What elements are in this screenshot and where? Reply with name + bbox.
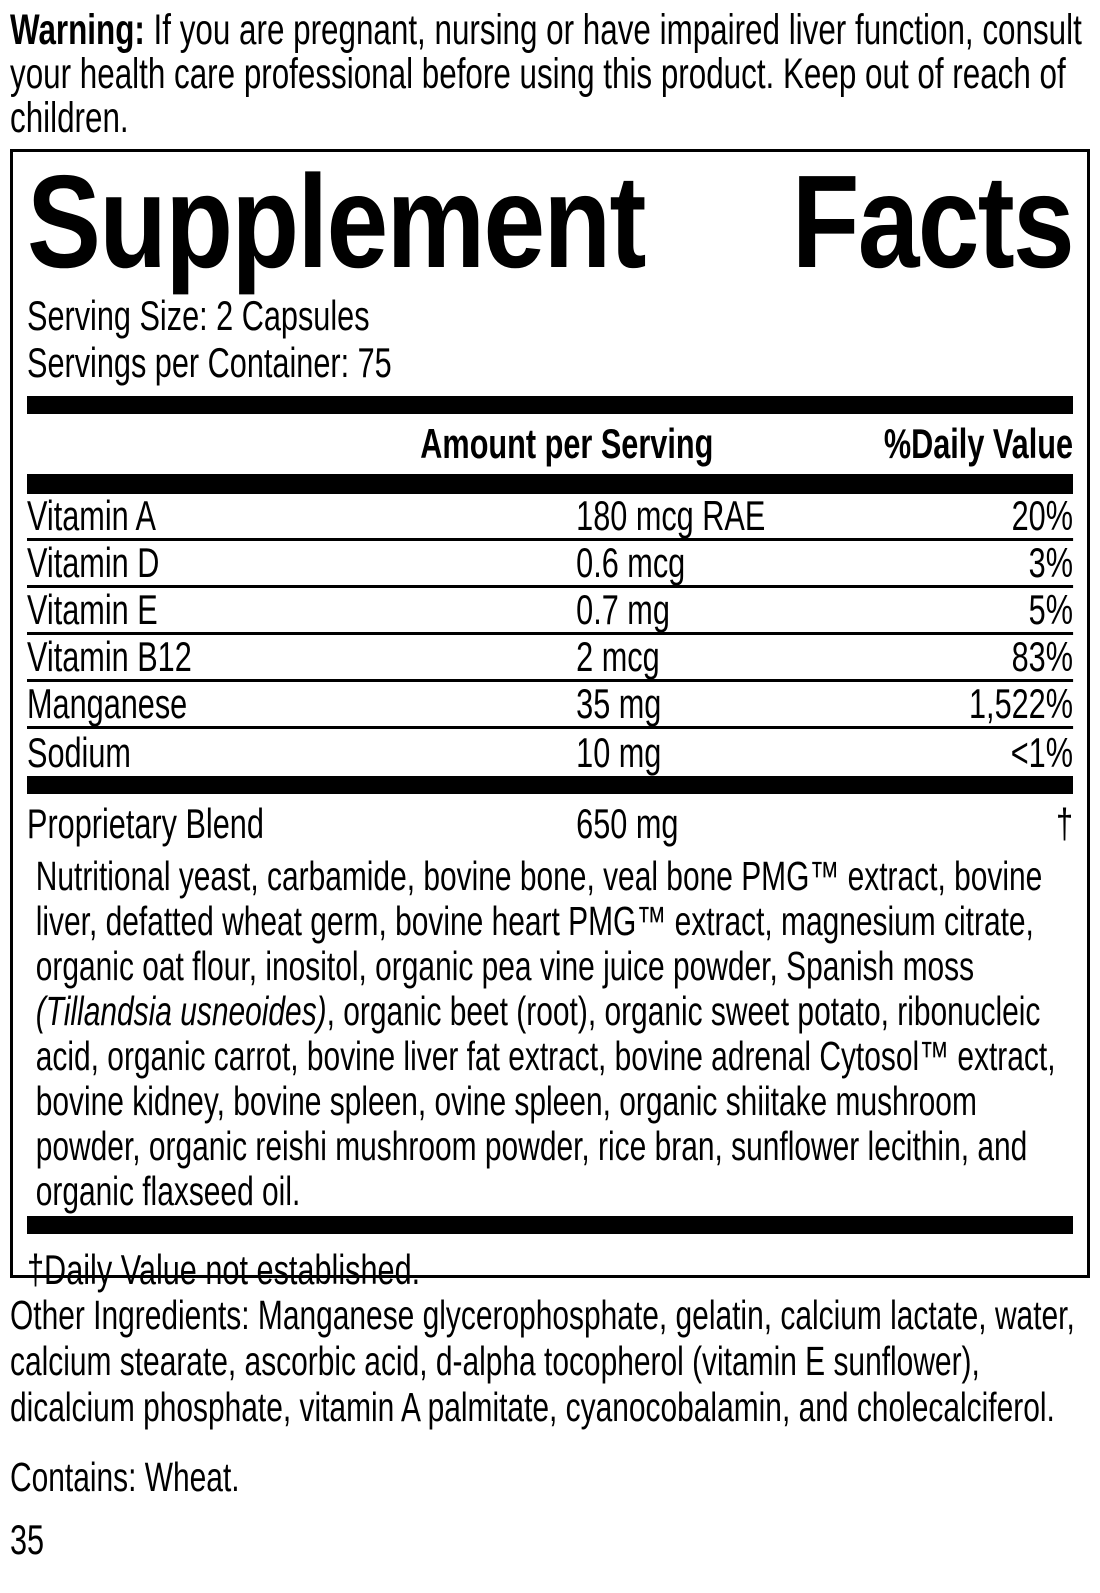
nutrient-amount: 180 mcg RAE <box>576 492 766 539</box>
nutrient-dv: 5% <box>1028 586 1073 633</box>
panel-title-word1: Supplement <box>27 148 645 295</box>
nutrient-dv: <1% <box>1010 728 1073 776</box>
nutrient-amount: 0.6 mcg <box>576 539 686 586</box>
daily-value-footnote: †Daily Value not established. <box>27 1246 421 1293</box>
nutrient-dv: 20% <box>1011 492 1073 539</box>
other-ingredients: Other Ingredients: Manganese glycerophosphate, gelatin, calcium lactate, water, calcium stearate, ascorbic acid, d-alpha tocopherol (vitamin E sunflower), dicalcium phosphate, vitamin A palmitate, cyanocobalamin, and cholecalciferol. <box>10 1292 1075 1430</box>
table-header <box>27 422 1073 466</box>
thick-rule <box>27 474 1073 494</box>
serving-size: Serving Size: 2 Capsules <box>27 292 370 339</box>
thick-rule <box>27 776 1073 794</box>
nutrient-row <box>27 494 1073 541</box>
blend-row <box>27 798 1073 850</box>
page-number: 35 <box>10 1516 45 1563</box>
nutrient-amount: 0.7 mg <box>576 586 670 633</box>
nutrient-dv: 3% <box>1028 539 1073 586</box>
nutrient-row <box>27 729 1073 776</box>
nutrient-name: Vitamin E <box>27 586 158 633</box>
nutrient-amount: 35 mg <box>576 680 662 727</box>
warning-label: Warning: <box>10 6 145 54</box>
nutrient-row <box>27 635 1073 682</box>
nutrient-dv: 1,522% <box>969 680 1073 727</box>
nutrient-row <box>27 682 1073 729</box>
blend-amount: 650 mg <box>576 800 679 847</box>
nutrient-name: Vitamin A <box>27 492 156 539</box>
thick-rule <box>27 1216 1073 1234</box>
nutrient-amount: 10 mg <box>576 728 662 776</box>
nutrient-name: Sodium <box>27 728 131 776</box>
nutrient-name: Manganese <box>27 680 188 727</box>
blend-dv-dagger: † <box>1055 800 1073 847</box>
nutrient-row <box>27 541 1073 588</box>
thick-rule <box>27 396 1073 414</box>
nutrient-name: Vitamin B12 <box>27 633 192 680</box>
panel-title <box>27 148 1073 295</box>
header-spacer <box>27 422 420 466</box>
blend-section <box>27 798 1073 1214</box>
nutrient-dv: 83% <box>1011 633 1073 680</box>
warning-text <box>10 8 1090 140</box>
contains-statement: Contains: Wheat. <box>10 1454 240 1500</box>
panel-title-word2: Facts <box>791 148 1073 295</box>
nutrient-row <box>27 588 1073 635</box>
nutrient-amount: 2 mcg <box>576 633 660 680</box>
warning-body: If you are pregnant, nursing or have impaired liver function, consult your health care professional before using this product. Keep out of reach of children. <box>10 6 1082 142</box>
nutrient-table <box>27 494 1073 776</box>
servings-per-container: Servings per Container: 75 <box>27 339 392 386</box>
blend-description: Nutritional yeast, carbamide, bovine bone, veal bone PMG™ extract, bovine liver, defatted wheat germ, bovine heart PMG™ extract, magnesium citrate, organic oat flour, inositol, organic pea vine juice powder, Spanish moss (Tillandsia usneoides), organic beet (root), organic sweet potato, ribonucleic acid, organic carrot, bovine liver fat extract, bovine adrenal Cytosol™ extract, bovine kidney, bovine spleen, ovine spleen, organic shiitake mushroom powder, organic reishi mushroom powder, rice bran, sunflower lecithin, and organic flaxseed oil. <box>35 853 1056 1214</box>
supplement-facts-panel <box>10 148 1090 1293</box>
daily-value-header: %Daily Value <box>883 420 1073 467</box>
blend-name: Proprietary Blend <box>27 800 264 847</box>
nutrient-name: Vitamin D <box>27 539 160 586</box>
amount-per-serving-header: Amount per Serving <box>420 420 714 467</box>
